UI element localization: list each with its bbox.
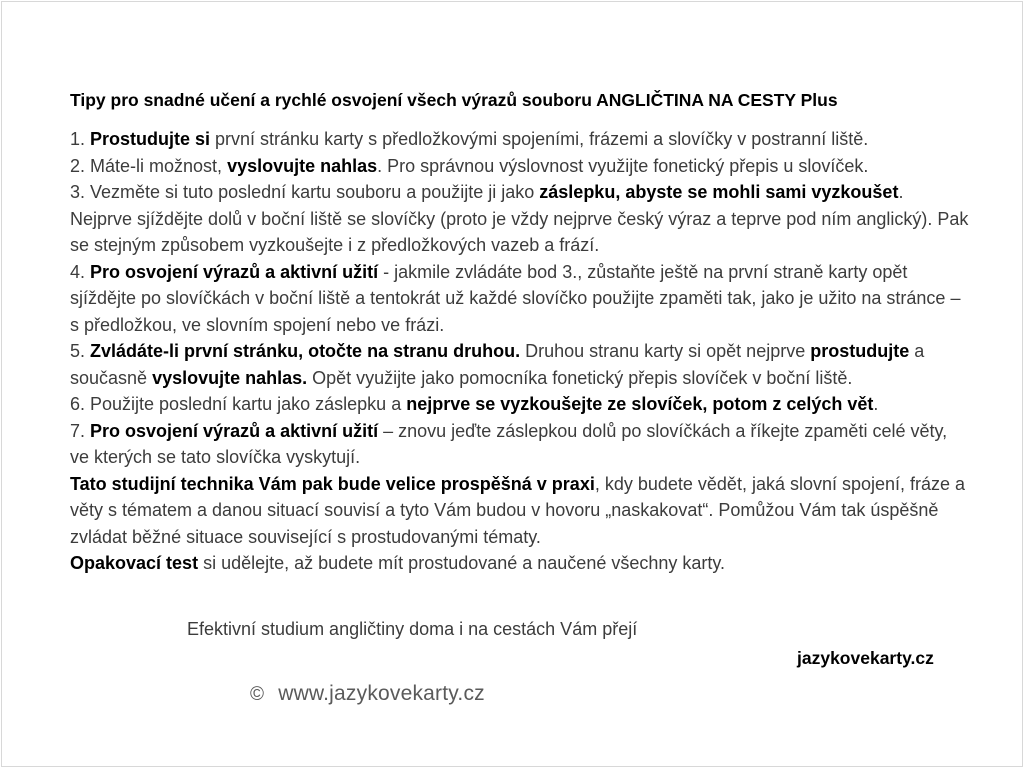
signature: jazykovekarty.cz	[797, 648, 934, 668]
tip-1	[70, 126, 970, 153]
tip-text: .	[873, 394, 879, 414]
tip-text: Opět využijte jako pomocníka fonetický přepis slovíček v boční liště.	[307, 367, 853, 388]
tip-6	[70, 391, 970, 418]
tip-text: 6. Použijte poslední kartu jako záslepku a	[70, 394, 407, 414]
tip-text: 7.	[70, 420, 91, 441]
tip-text: 5.	[70, 341, 91, 361]
tip-5	[70, 338, 970, 391]
tip-text: . Pro správnou výslovnost využijte fonetický přepis u slovíček.	[377, 155, 869, 176]
tip-emphasis: prostudujte	[810, 341, 910, 361]
tip-emphasis: vyslovujte nahlas.	[152, 367, 308, 388]
tip-text: si udělejte, až budete mít prostudované a naučené všechny karty.	[198, 553, 726, 573]
tip-test	[70, 550, 970, 577]
copyright-footer	[250, 682, 485, 706]
tip-text: 1.	[70, 129, 91, 149]
tip-emphasis: vyslovujte nahlas	[227, 155, 378, 176]
tip-emphasis: záslepku, abyste se mohli sami vyzkoušet	[539, 182, 899, 202]
tip-text: a současně	[70, 341, 925, 388]
copyright-symbol: ©	[250, 684, 265, 705]
tip-emphasis: Pro osvojení výrazů a aktivní užití	[90, 420, 379, 441]
tip-emphasis: nejprve se vyzkoušejte ze slovíček, potom z celých vět	[406, 394, 874, 414]
tips-card	[1, 1, 1023, 767]
tip-text: – znovu jeďte záslepkou dolů po slovíčkách a říkejte zpaměti celé věty, ve kterých se tato slovíčka vyskytují.	[70, 420, 948, 467]
tip-text: - jakmile zvládáte bod 3., zůstaňte ještě na první straně karty opět sjíždějte po slovíčkách v boční liště a tentokrát už každé slovíčko použijte zpaměti tak, jako je užito na stránce – s předložkou, ve slovním spojení nebo ve frázi.	[70, 261, 961, 335]
tip-emphasis: Tato studijní technika Vám pak bude velice prospěšná v praxi	[70, 473, 595, 494]
tip-emphasis: Zvládáte-li první stránku, otočte na stranu druhou.	[90, 341, 521, 361]
tip-text: 2. Máte-li možnost,	[70, 155, 228, 176]
tip-emphasis: Prostudujte si	[90, 129, 211, 149]
tip-text: , kdy budete vědět, jaká slovní spojení, fráze a věty s tématem a danou situací souvisí a tyto Vám budou v hovoru „naskakovat“. Pomůžou Vám tak úspěšně zvládat běžné situace související s prostudovanými tématy.	[70, 473, 966, 547]
tip-text: . Nejprve sjíždějte dolů v boční liště se slovíčky (proto je vždy nejprve český výraz a teprve pod ním anglický). Pak se stejným způsobem vyzkoušejte i z předložkových vazeb a frází.	[70, 182, 969, 255]
tip-summary	[70, 471, 970, 551]
tip-2	[70, 153, 970, 180]
tip-text: Druhou stranu karty si opět nejprve	[520, 341, 811, 361]
tip-emphasis: Opakovací test	[70, 553, 199, 573]
tip-text: 3. Vezměte si tuto poslední kartu souboru a použijte ji jako	[70, 182, 540, 202]
tip-7	[70, 418, 970, 471]
copyright-url: www.jazykovekarty.cz	[278, 682, 485, 705]
page-title: Tipy pro snadné učení a rychlé osvojení všech výrazů souboru ANGLIČTINA NA CESTY Plus	[70, 90, 838, 110]
tips-body	[70, 126, 970, 577]
tip-emphasis: Pro osvojení výrazů a aktivní užití	[90, 261, 379, 282]
tip-text: první stránku karty s předložkovými spojeními, frázemi a slovíčky v postranní liště.	[210, 129, 869, 149]
tip-text: 4.	[70, 261, 91, 282]
tip-3	[70, 179, 970, 259]
closing-wish: Efektivní studium angličtiny doma i na cestách Vám přejí	[187, 619, 638, 639]
tip-4	[70, 259, 970, 339]
